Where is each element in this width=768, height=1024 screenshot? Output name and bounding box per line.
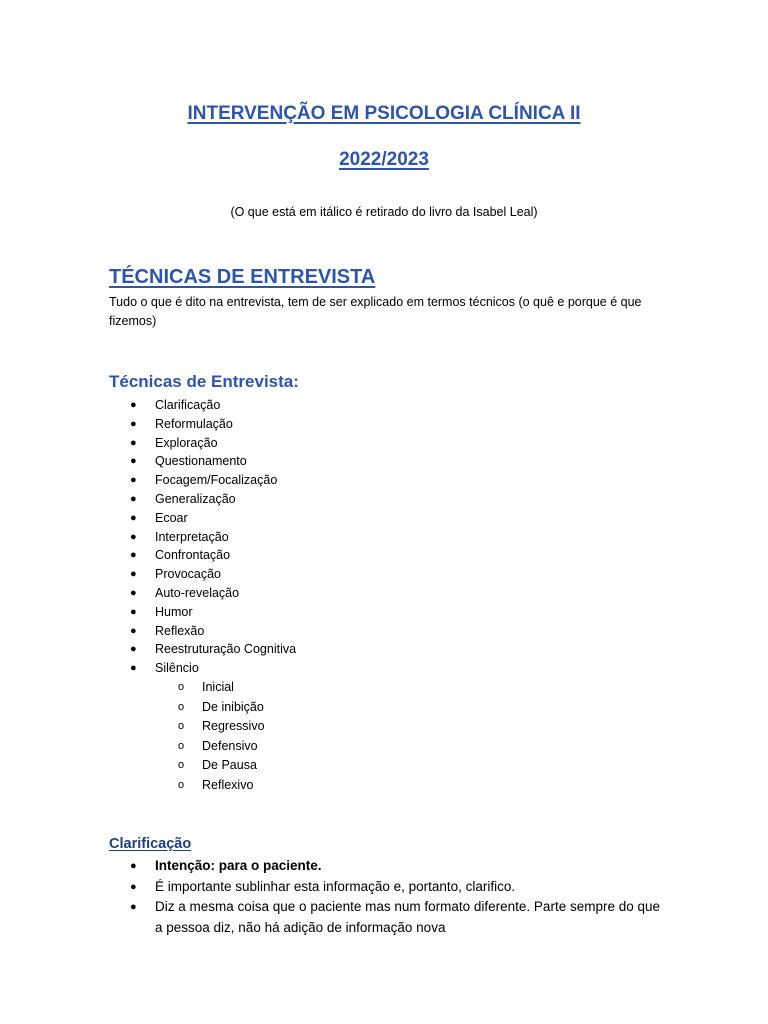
list-item-text: Provocação [155,567,222,582]
list-item-text: Diz a mesma coisa que o paciente mas num formato diferente. Parte sempre do que a pessoa diz, não há adição de informação nova [155,899,661,935]
section-heading-tecnicas: TÉCNICAS DE ENTREVISTA [109,266,376,288]
list-item [0,396,768,415]
list-item-text: Humor [155,604,193,619]
list-item [0,471,768,490]
list-item-text: Ecoar [155,510,188,525]
list-item-text: Reflexão [155,623,205,638]
list-item-text: Inicial [202,680,234,694]
list-item [0,717,768,737]
clarification-heading: Clarificação [109,836,192,852]
bullet-icon: ● [130,474,137,487]
bullet-icon: o [178,739,185,752]
list-item [0,640,768,659]
list-item [0,603,768,622]
list-item [0,659,768,678]
list-item [0,737,768,757]
list-item [0,546,768,565]
list-item-text: Focagem/Focalização [155,473,278,488]
list-item-text: Clarificação [155,398,221,412]
bullet-icon: ● [130,399,137,411]
list-item [0,434,768,453]
techniques-list [0,396,768,678]
bullet-icon: ● [130,511,137,524]
list-item-text: De Pausa [202,758,257,772]
list-item [0,756,768,776]
bullet-icon: ● [130,643,137,656]
bullet-icon: ● [130,530,137,543]
list-item-text: Confrontação [155,548,231,563]
bullet-icon: ● [130,605,137,618]
document-title: INTERVENÇÃO EM PSICOLOGIA CLÍNICA II [187,103,581,124]
list-item [0,856,768,877]
italic-source-note: (O que está em itálico é retirado do livro da Isabel Leal) [230,205,538,219]
bullet-icon: ● [130,549,137,562]
bullet-icon: ● [130,417,137,430]
list-item-text: Regressivo [202,719,265,733]
list-item [0,452,768,471]
list-item-text: Intenção: para o paciente. [155,858,322,873]
list-item [0,490,768,509]
bullet-icon: ● [130,901,137,913]
list-item [0,528,768,547]
list-item-text: Interpretação [155,529,229,544]
bullet-icon: o [178,778,185,791]
list-item-text: Questionamento [155,454,247,469]
bullet-icon: ● [130,860,137,872]
intro-paragraph: Tudo o que é dito na entrevista, tem de ser explicado em termos técnicos (o quê e porque é que fizemos) [109,295,642,328]
bullet-icon: ● [130,568,137,581]
bullet-icon: o [178,759,185,771]
bullet-icon: ● [130,586,137,599]
list-item-text: Auto-revelação [155,585,240,600]
list-item-text: Silêncio [155,661,199,676]
list-item-text: Defensivo [202,738,258,753]
bullet-icon: ● [130,455,137,468]
list-item [0,897,768,938]
bullet-icon: ● [130,492,137,505]
list-item [0,678,768,698]
bullet-icon: ● [130,436,137,449]
list-item [0,776,768,796]
bullet-icon: o [178,700,185,713]
list-item-text: É importante sublinhar esta informação e, portanto, clarifico. [155,878,516,894]
list-item-text: Generalização [155,491,236,506]
bullet-icon: ● [130,662,137,675]
list-item [0,415,768,434]
list-item-text: Reformulação [155,416,233,431]
list-item-text: Exploração [155,435,218,450]
list-item [0,622,768,641]
document-year: 2022/2023 [339,149,429,170]
list-item [0,877,768,898]
bullet-icon: ● [130,880,137,893]
techniques-subheading: Técnicas de Entrevista: [109,372,299,391]
bullet-icon: o [178,720,185,732]
clarification-points-list [0,856,768,938]
list-item [0,509,768,528]
list-item-text: Reflexivo [202,777,254,792]
silence-types-list [0,678,768,795]
bullet-icon: o [178,681,185,693]
bullet-icon: ● [130,624,137,637]
list-item-text: De inibição [202,699,264,714]
list-item [0,565,768,584]
list-item-text: Reestruturação Cognitiva [155,642,297,657]
list-item [0,698,768,718]
list-item [0,584,768,603]
